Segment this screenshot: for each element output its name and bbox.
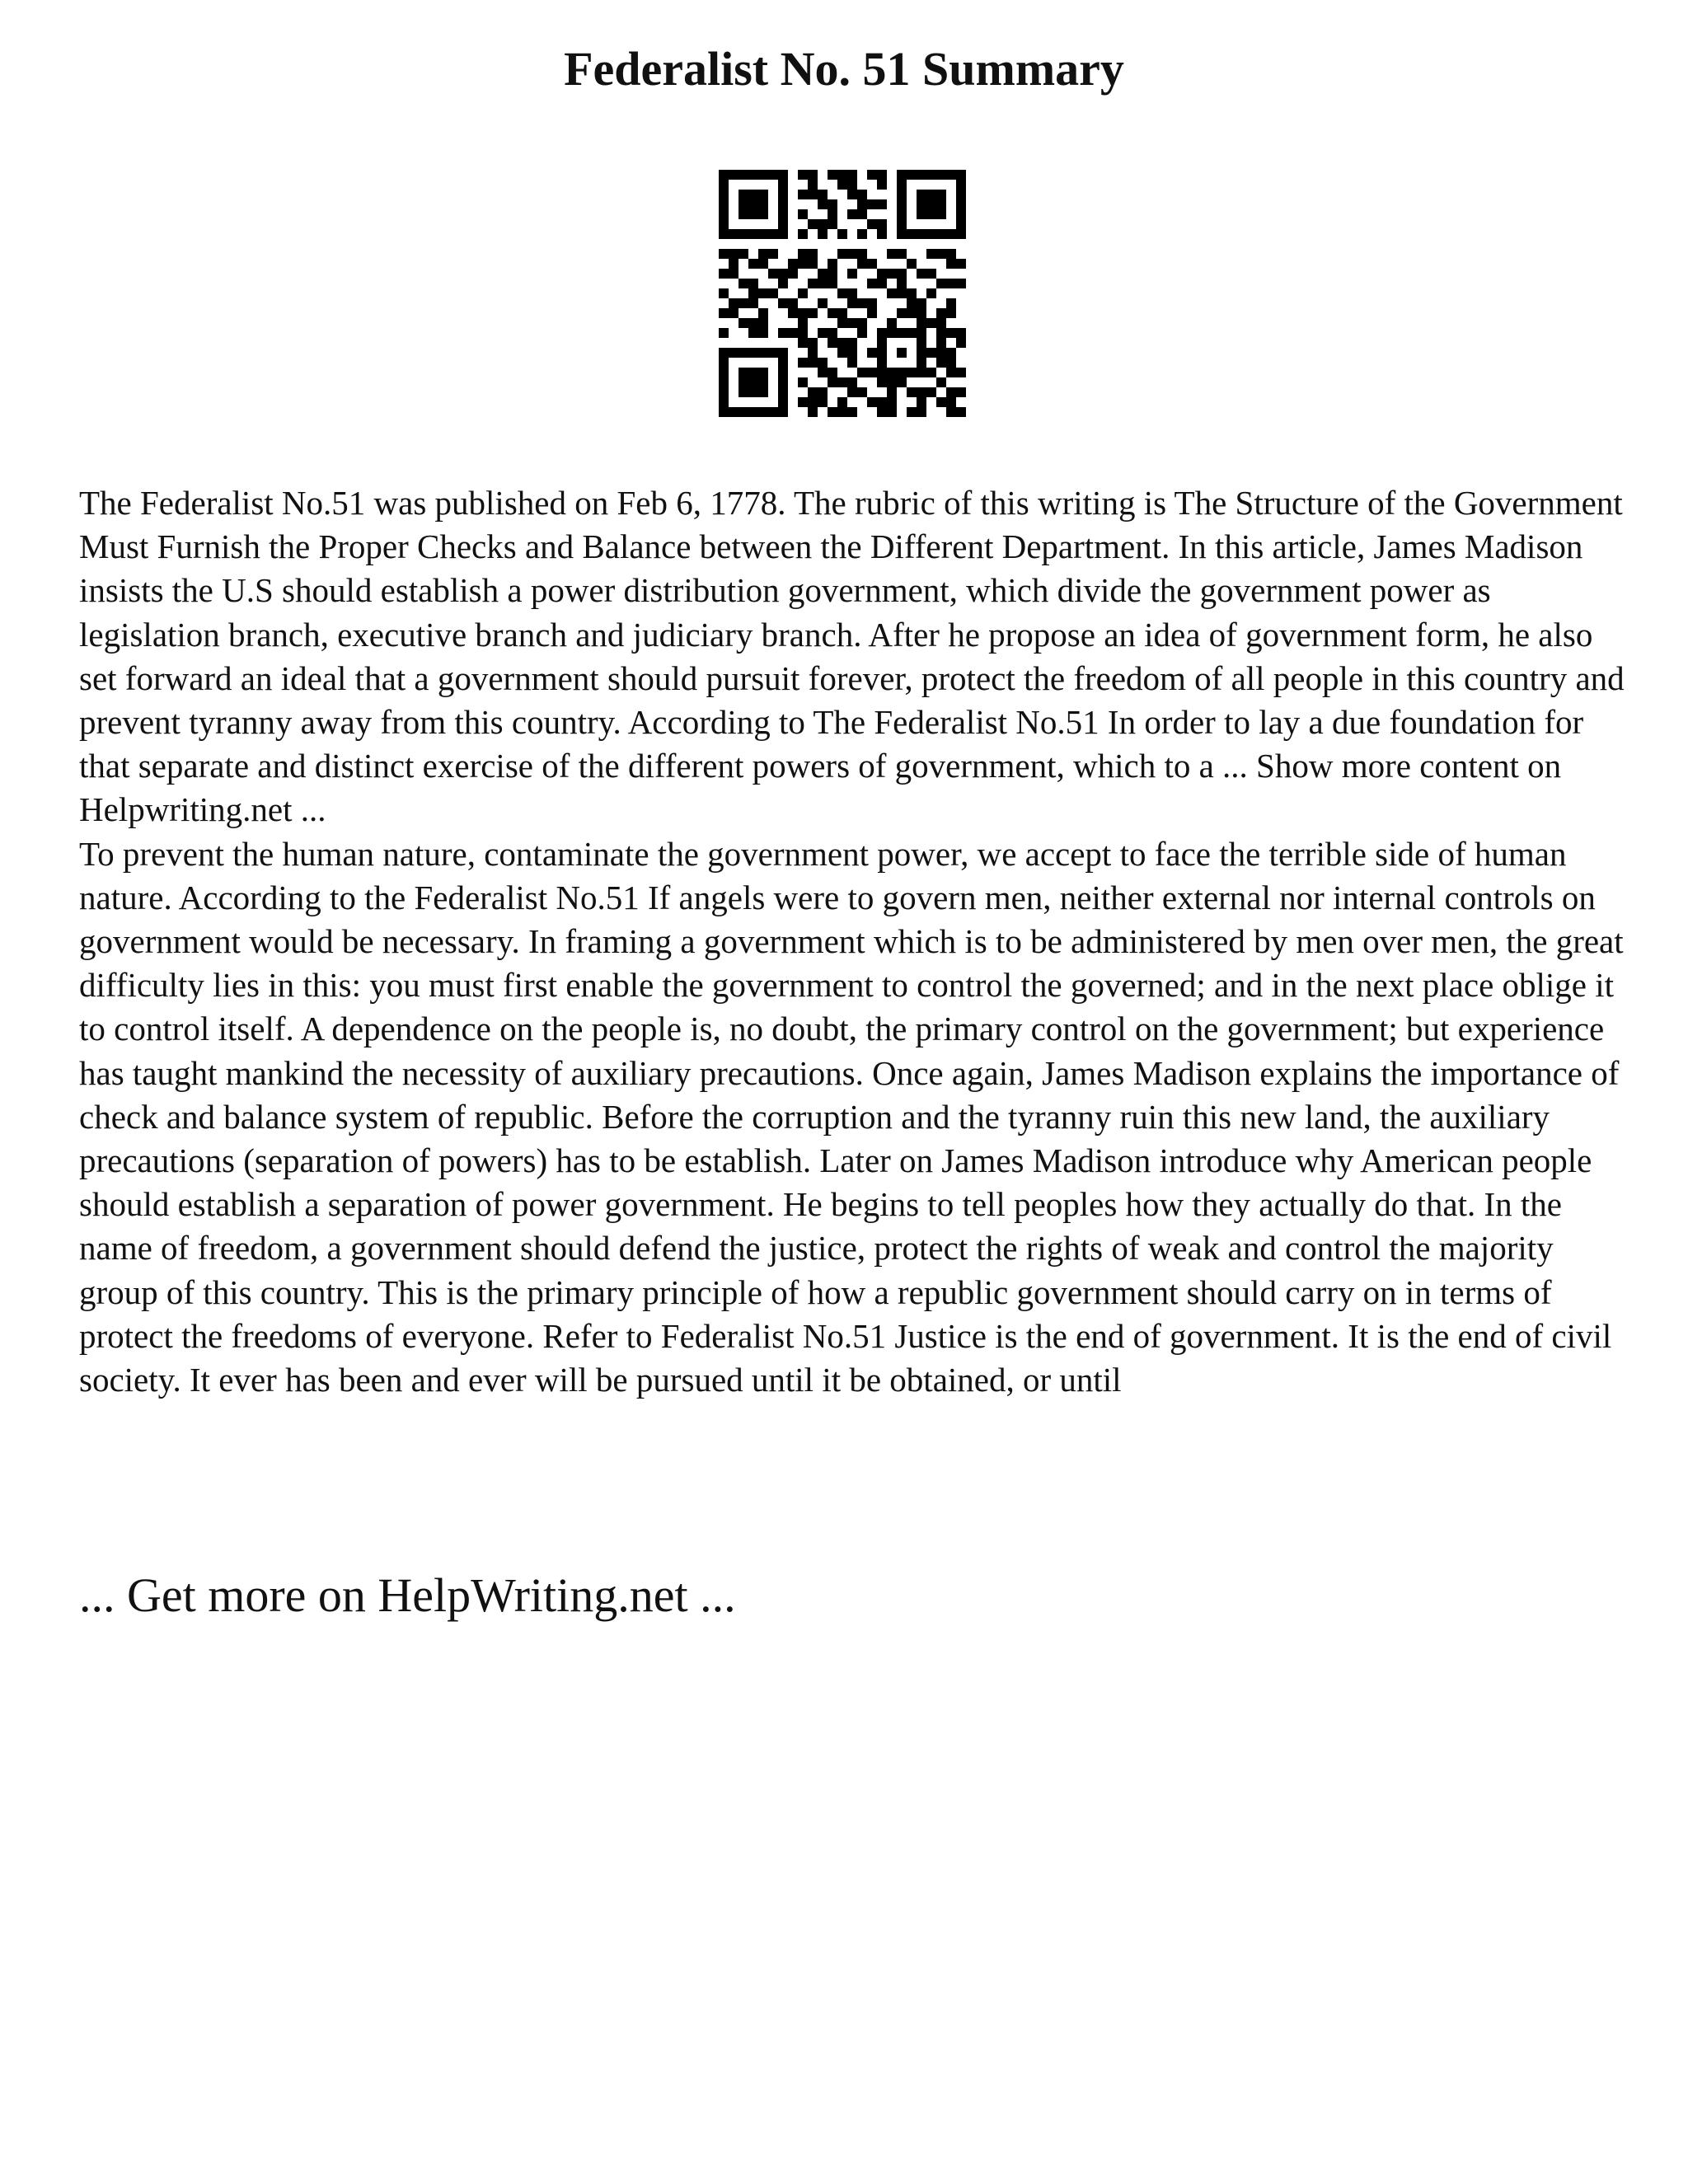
page-title: Federalist No. 51 Summary	[564, 42, 1124, 96]
qr-code-icon	[719, 170, 966, 417]
paragraph: The Federalist No.51 was published on Feb 6, 1778. The rubric of this writing is The Structure of the Government Must Furnish the Proper Checks and Balance between the Different Department. In this article, James Madison insists the U.S should establish a power distribution government, which divide the government power as legislation branch, executive branch and judiciary branch. After he propose an idea of government form, he also set forward an ideal that a government should pursuit forever, protect the freedom of all people in this country and prevent tyranny away from this country. According to The Federalist No.51 In order to lay a due foundation for that separate and distinct exercise of the different powers of government, which to a ... Show more content on Helpwriting.net ...	[79, 484, 1625, 829]
paragraph: To prevent the human nature, contaminate the government power, we accept to face the terrible side of human nature. According to the Federalist No.51 If angels were to govern men, neither external nor internal controls on government would be necessary. In framing a government which is to be administered by men over men, the great difficulty lies in this: you must first enable the government to control the governed; and in the next place oblige it to control itself. A dependence on the people is, no doubt, the primary control on the government; but experience has taught mankind the necessity of auxiliary precautions. Once again, James Madison explains the importance of check and balance system of republic. Before the corruption and the tyranny ruin this new land, the auxiliary precautions (separation of powers) has to be establish. Later on James Madison introduce why American people should establish a separation of power government. He begins to tell peoples how they actually do that. In the name of freedom, a government should defend the justice, protect the rights of weak and control the majority group of this country. This is the primary principle of how a republic government should carry on in terms of protect the freedoms of everyone. Refer to Federalist No.51 Justice is the end of government. It is the end of civil society. It ever has been and ever will be pursued until it be obtained, or until	[79, 834, 1624, 1399]
get-more-link[interactable]: ... Get more on HelpWriting.net ...	[79, 1568, 736, 1622]
article-body	[79, 481, 1629, 1402]
